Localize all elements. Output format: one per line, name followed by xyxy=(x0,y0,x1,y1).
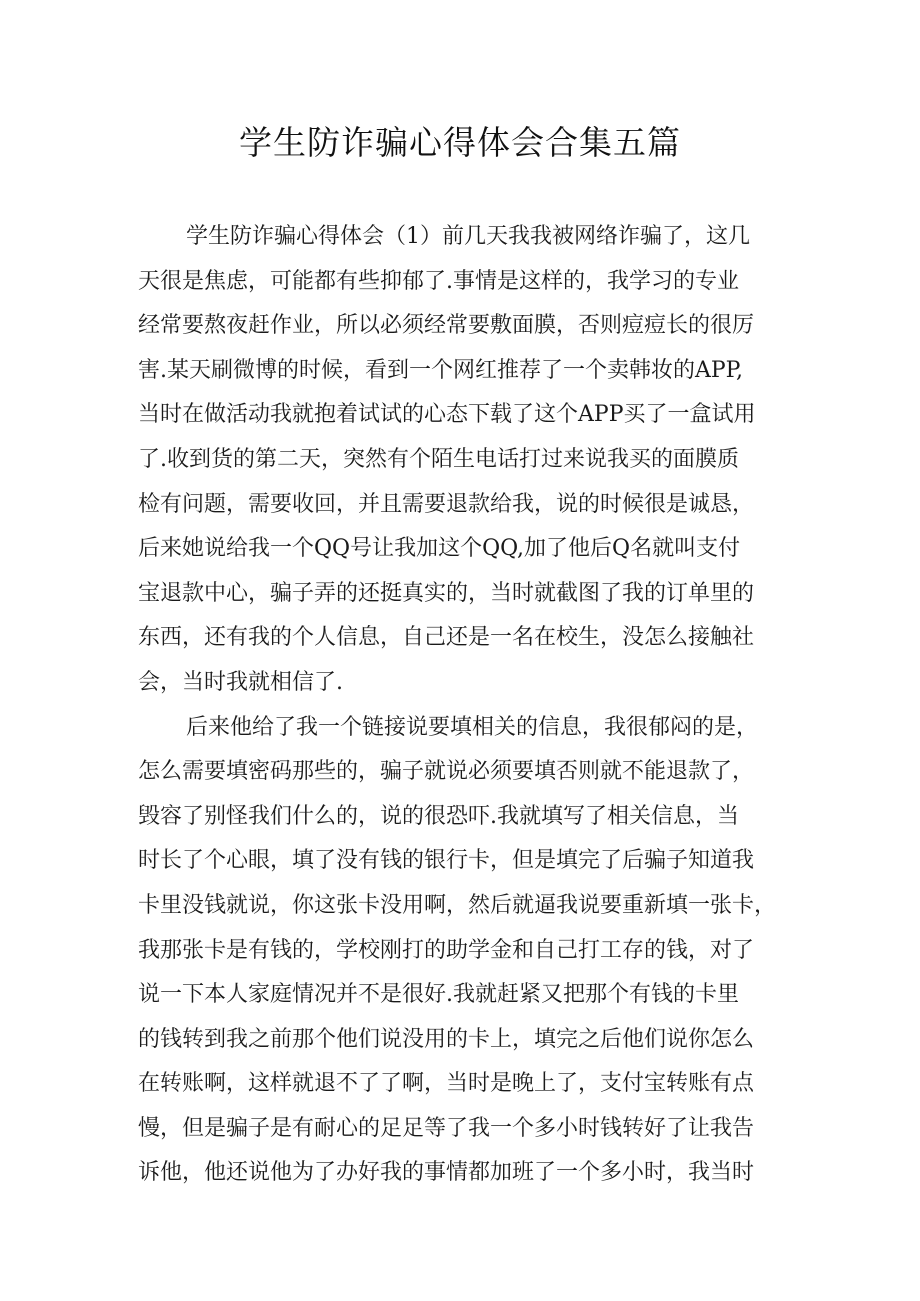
text-line: 毁容了别怪我们什么的，说的很恐吓.我就填写了相关信息，当 xyxy=(138,803,739,829)
text-line: 诉他，他还说他为了办好我的事情都加班了一个多小时，我当时 xyxy=(138,1160,755,1186)
text-line: 了.收到货的第二天，突然有个陌生电话打过来说我买的面膜质 xyxy=(138,446,739,472)
text-line: 慢，但是骗子是有耐心的足足等了我一个多小时钱转好了让我告 xyxy=(138,1115,755,1141)
text-line: 害.某天刷微博的时候，看到一个网红推荐了一个卖韩妆的APP, xyxy=(138,357,744,383)
paragraph-2 xyxy=(138,706,798,1197)
text-line: 后来她说给我一个QQ号让我加这个QQ,加了他后Q名就叫支付 xyxy=(138,536,741,562)
text-line: 说一下本人家庭情况并不是很好.我就赶紧又把那个有钱的卡里 xyxy=(138,982,739,1008)
document-title: 学生防诈骗心得体会合集五篇 xyxy=(239,123,681,162)
text-line: 在转账啊，这样就退不了了啊，当时是晚上了，支付宝转账有点 xyxy=(138,1071,755,1097)
text-line: 会，当时我就相信了. xyxy=(138,669,343,695)
text-line: 学生防诈骗心得体会（1）前几天我我被网络诈骗了，这几 xyxy=(186,224,750,249)
text-line: 经常要熬夜赶作业，所以必须经常要敷面膜，否则痘痘长的很厉 xyxy=(138,313,755,339)
paragraph-1 xyxy=(138,215,798,706)
text-line: 后来他给了我一个链接说要填相关的信息，我很郁闷的是， xyxy=(186,714,759,740)
text-line: 当时在做活动我就抱着试试的心态下载了这个APP买了一盒试用 xyxy=(138,402,756,428)
text-line: 时长了个心眼，填了没有钱的银行卡，但是填完了后骗子知道我 xyxy=(138,848,755,874)
text-line: 卡里没钱就说，你这张卡没用啊，然后就逼我说要重新填一张卡， xyxy=(138,892,777,918)
text-line: 我那张卡是有钱的，学校刚打的助学金和自己打工存的钱，对了 xyxy=(138,937,755,963)
text-line: 宝退款中心，骗子弄的还挺真实的，当时就截图了我的订单里的 xyxy=(138,580,755,606)
text-line: 天很是焦虑，可能都有些抑郁了.事情是这样的，我学习的专业 xyxy=(138,268,739,294)
text-line: 怎么需要填密码那些的，骗子就说必须要填否则就不能退款了， xyxy=(138,759,755,785)
text-line: 检有问题，需要收回，并且需要退款给我，说的时候很是诚恳， xyxy=(138,491,755,517)
text-line: 东西，还有我的个人信息，自己还是一名在校生，没怎么接触社 xyxy=(138,625,755,651)
text-line: 的钱转到我之前那个他们说没用的卡上，填完之后他们说你怎么 xyxy=(138,1026,755,1052)
document-body xyxy=(138,215,798,1196)
